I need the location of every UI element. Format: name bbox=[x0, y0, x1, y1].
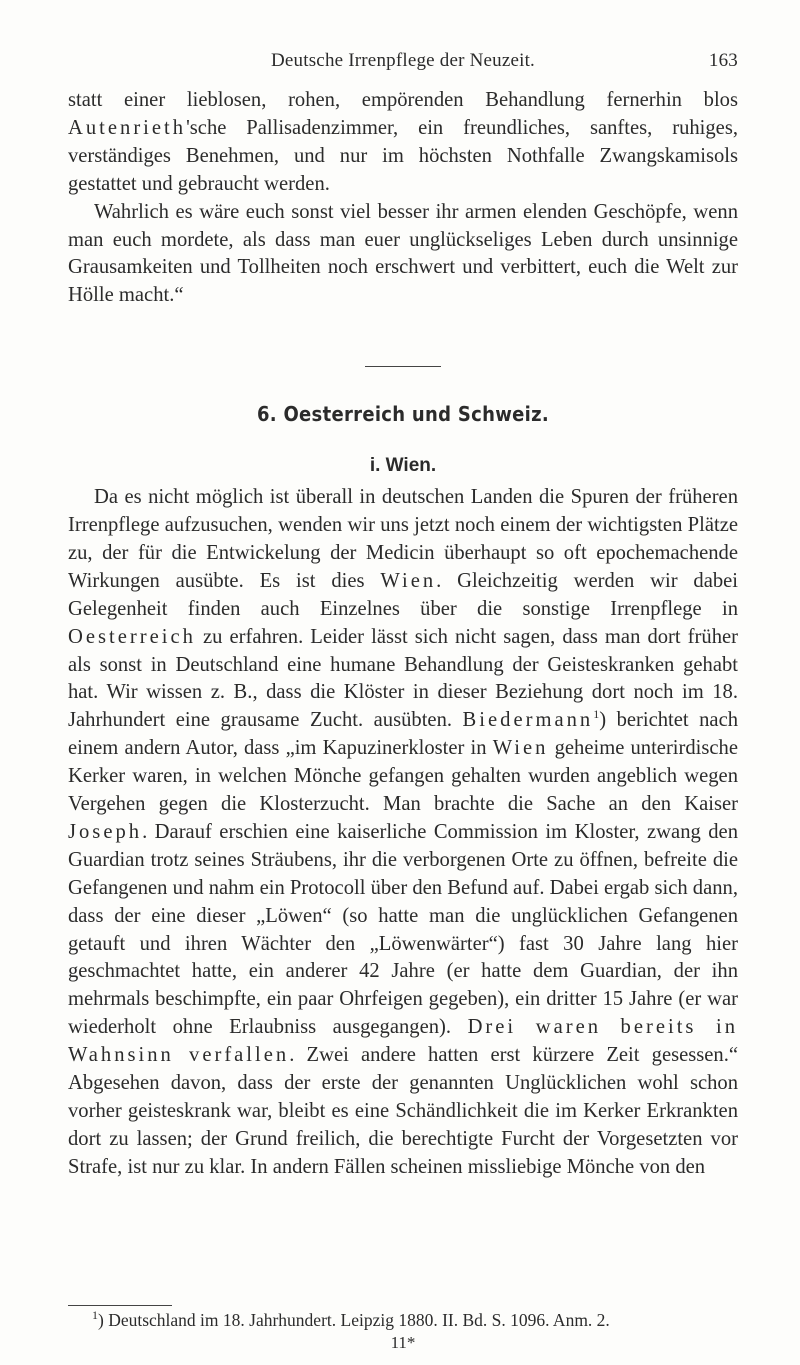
section-separator bbox=[365, 366, 441, 367]
text-run: statt einer lieblosen, rohen, empörenden Behandlung fernerhin blos bbox=[68, 89, 738, 111]
person-name-autenrieth: Autenrieth bbox=[68, 116, 187, 139]
place-name-wien: Wien bbox=[492, 737, 549, 760]
text-run: . Gleichzeitig werden wir dabei Gelegenheit finden auch Einzelnes über die sonstige Irrenpflege in bbox=[68, 569, 739, 620]
text-run: . Zwei andere hatten erst kürzere Zeit gesessen.“ Abgesehen davon, dass der erste der genannten Unglücklichen wohl schon vorher geisteskrank war, bleibt es eine Schändlichkeit die im Kerker Erkrankten dort zu lassen; der Grund freilich, die berechtigte Furcht der Vorgesetzten vor Strafe, ist nur zu klar. In andern Fällen scheinen missliebige Mönche von den bbox=[68, 1044, 738, 1178]
paragraph-2: Wahrlich es wäre euch sonst viel besser ihr armen elenden Geschöpfe, wenn man euch mordete, als dass man euer unglückseliges Leben durch unsinnige Grausamkeiten und Tollheiten noch erschwert und verbittert, euch die Welt zur Hölle macht.“ bbox=[68, 200, 738, 307]
signature-mark: 11* bbox=[390, 1333, 416, 1352]
footnote bbox=[92, 1309, 738, 1331]
footnote-rule bbox=[68, 1305, 172, 1306]
section-heading: 6. Oesterreich und Schweiz. bbox=[256, 402, 550, 427]
body-text bbox=[68, 87, 738, 1182]
text-run: zu erfahren. Leider lässt sich nicht sagen, dass man dort früher als sonst in Deutschland eine humane Behandlung der Geisteskranken gehabt hat. Wir wissen z. B., dass die Klöster in dieser Beziehung dort noch im 18. Jahrhundert eine grausame Zucht. ausübten. bbox=[68, 625, 738, 732]
text-run: ) berichtet nach einem andern Autor, dass „im Kapuzinerkloster in bbox=[68, 709, 739, 760]
paragraph-1 bbox=[68, 87, 738, 199]
person-name-biedermann: Biedermann bbox=[462, 709, 594, 732]
person-name-joseph: Joseph bbox=[68, 820, 143, 843]
place-name-oesterreich: Oesterreich bbox=[68, 625, 196, 648]
page-number: 163 bbox=[708, 50, 738, 71]
text-run: geheime unterirdische Kerker waren, in welchen Mönche gefangen gehalten wurden angeblich wegen Vergehen gegen die Klosterzucht. Man brachte die Sache an den Kaiser bbox=[68, 737, 738, 816]
subsection-heading: i. Wien. bbox=[369, 455, 437, 477]
place-name-wien: Wien bbox=[380, 569, 437, 592]
emphasized-text: Drei waren bereits in Wahnsinn verfallen bbox=[68, 1016, 738, 1067]
footnote-reference[interactable]: 1 bbox=[593, 707, 600, 722]
paragraph-3 bbox=[68, 484, 738, 1182]
text-run: Da es nicht möglich ist überall in deutschen Landen die Spuren der früheren Irrenpflege aufzusuchen, wenden wir uns jetzt noch einem der wichtigsten Plätze zu, der für die Entwickelung der Medicin überhaupt so oft epochemachende Wirkungen ausübte. Es ist dies bbox=[68, 486, 738, 592]
footnote-text: ) Deutschland im 18. Jahrhundert. Leipzig 1880. II. Bd. S. 1096. Anm. 2. bbox=[98, 1310, 610, 1330]
footnote-mark: 1 bbox=[92, 1308, 98, 1323]
text-run: . Darauf erschien eine kaiserliche Commission im Kloster, zwang den Guardian trotz seines Sträubens, ihr die verborgenen Orte zu öffnen, befreite die Gefangenen und nahm ein Protocoll über den Befund auf. Dabei ergab sich dann, dass der eine dieser „Löwen“ (so hatte man die unglücklichen Gefangenen getauft und ihren Wächter den „Löwenwärter“) fast 30 Jahre lang hier geschmachtet hatte, ein anderer 42 Jahre (er hatte dem Guardian, der ihn mehrmals beschimpfte, ein paar Ohrfeigen gegeben), ein dritter 15 Jahre (er war wiederholt ohne Erlaubniss ausgegangen). bbox=[68, 820, 738, 1039]
running-title: Deutsche Irrenpflege der Neuzeit. bbox=[270, 50, 536, 71]
text-run: 'sche Pallisadenzimmer, ein freundliches, sanftes, ruhiges, verständiges Benehmen, und nur im höchsten Nothfalle Zwangskamisols gestattet und gebraucht werden. bbox=[68, 116, 738, 195]
